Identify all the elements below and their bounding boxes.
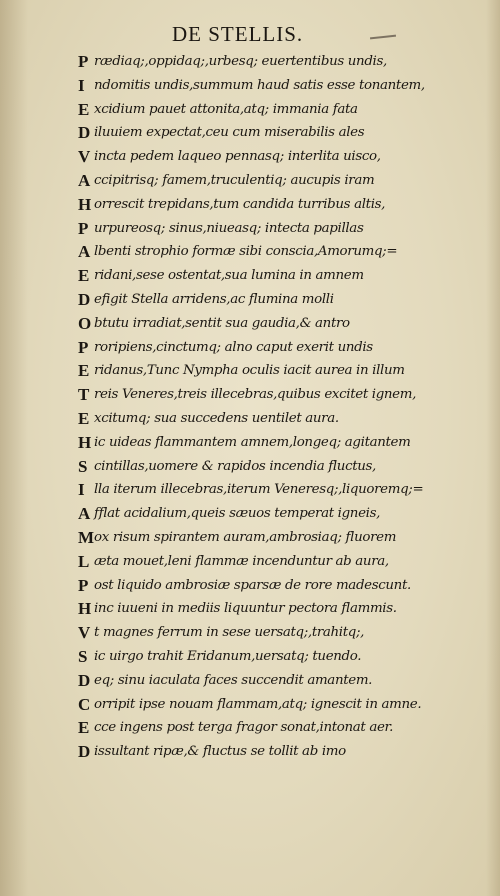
verse-initial: E [78, 718, 90, 738]
verse-text: orripit ipse nouam flammam,atq; ignescit in amne. [94, 696, 422, 712]
verse-line [78, 526, 478, 550]
verse-line [78, 716, 478, 740]
verse-text: ost liquido ambrosiæ sparsæ de rore madescunt. [94, 577, 411, 593]
verse-line [78, 383, 478, 407]
verse-text: lbenti strophio formæ sibi conscia,Amorumq;= [94, 244, 398, 260]
verse-initial: H [78, 194, 92, 214]
verse-text: orrescit trepidans,tum candida turribus altis, [94, 196, 386, 212]
verse-text: t magnes ferrum in sese uersatq;,trahitq;, [94, 625, 365, 641]
verse-line [78, 407, 478, 431]
verse-line [78, 431, 478, 455]
verse-line [78, 478, 478, 502]
verse-text: reis Veneres,treis illecebras,quibus excitet ignem, [94, 387, 417, 403]
verse-line [78, 693, 478, 717]
verse-initial: O [78, 313, 92, 333]
verse-text: xcidium pauet attonita,atq; immania fata [94, 101, 358, 117]
verse-initial: C [78, 694, 91, 714]
verse-initial: V [78, 623, 91, 643]
verse-text: lla iterum illecebras,iterum Veneresq;,liquoremq;= [94, 482, 424, 498]
gutter-shadow [0, 0, 28, 896]
verse-line [78, 50, 478, 74]
verse-line [78, 288, 478, 312]
verse-initial: A [78, 242, 91, 262]
verse-line [78, 240, 478, 264]
verse-line [78, 264, 478, 288]
verse-initial: D [78, 742, 91, 762]
verse-text: incta pedem laqueo pennasq; interlita uisco, [94, 149, 381, 165]
verse-text: ccipitrisq; famem,truculentiq; aucupis iram [94, 172, 375, 188]
verse-text: ic uirgo trahit Eridanum,uersatq; tuendo. [94, 648, 362, 664]
verse-line [78, 193, 478, 217]
verse-text: issultant ripæ,& fluctus se tollit ab imo [94, 744, 346, 760]
verse-initial: D [78, 670, 91, 690]
verse-line [78, 669, 478, 693]
verse-line [78, 550, 478, 574]
verse-text: æta mouet,leni flammæ incenduntur ab aura, [94, 553, 389, 569]
verse-text: roripiens,cinctumq; alno caput exerit undis [94, 339, 373, 355]
verse-text: fflat acidalium,queis sæuos temperat igneis, [94, 506, 381, 522]
verse-initial: H [78, 432, 92, 452]
verse-line [78, 145, 478, 169]
verse-initial: A [78, 504, 91, 524]
verse-text: xcitumq; sua succedens uentilet aura. [94, 410, 339, 426]
verse-line [78, 336, 478, 360]
verse-line [78, 645, 478, 669]
verse-text: inc iuueni in mediis liquuntur pectora flammis. [94, 601, 397, 617]
running-head: DE STELLIS. [172, 22, 304, 46]
verse-initial: I [78, 75, 85, 95]
verse-line [78, 217, 478, 241]
verse-initial: E [78, 361, 90, 381]
verse-initial: I [78, 480, 85, 500]
verse-line [78, 740, 478, 764]
verse-text: ridani,sese ostentat,sua lumina in amnem [94, 268, 364, 284]
verse-text: cintillas,uomere & rapidos incendia fluctus, [94, 458, 376, 474]
page-edge-shadow [486, 0, 500, 896]
verse-initial: M [78, 527, 95, 547]
verse-line [78, 597, 478, 621]
verse-line [78, 121, 478, 145]
verse-initial: P [78, 218, 89, 238]
verse-initial: P [78, 575, 89, 595]
verse-line [78, 621, 478, 645]
verse-text: ndomitis undis,summum haud satis esse tonantem, [94, 77, 425, 93]
verse-text: cce ingens post terga fragor sonat,intonat aer. [94, 720, 394, 736]
verse-initial: E [78, 99, 90, 119]
verse-line [78, 574, 478, 598]
ink-mark [370, 35, 396, 40]
verse-text: efigit Stella arridens,ac flumina molli [94, 291, 334, 307]
verse-text: btutu irradiat,sentit sua gaudia,& antro [94, 315, 350, 331]
verse-block [78, 50, 478, 764]
verse-initial: E [78, 266, 90, 286]
verse-text: eq; sinu iaculata faces succendit amantem. [94, 672, 373, 688]
verse-line [78, 312, 478, 336]
verse-text: urpureosq; sinus,niueasq; intecta papillas [94, 220, 364, 236]
verse-initial: P [78, 52, 89, 71]
verse-line [78, 74, 478, 98]
verse-initial: E [78, 408, 90, 428]
verse-text: ox risum spirantem auram,ambrosiaq; fluorem [94, 529, 397, 545]
verse-initial: A [78, 170, 91, 190]
verse-line [78, 502, 478, 526]
verse-line [78, 98, 478, 122]
verse-line [78, 359, 478, 383]
verse-initial: T [78, 385, 90, 405]
verse-line [78, 169, 478, 193]
verse-text: rædiaq;,oppidaq;,urbesq; euertentibus undis, [94, 54, 387, 69]
verse-text: iluuiem expectat,ceu cum miserabilis ales [94, 125, 365, 141]
verse-text: ridanus,Tunc Nympha oculis iacit aurea in illum [94, 363, 405, 379]
verse-initial: L [78, 551, 90, 571]
verse-initial: P [78, 337, 89, 357]
verse-initial: D [78, 289, 91, 309]
verse-initial: V [78, 147, 91, 167]
verse-text: ic uideas flammantem amnem,longeq; agitantem [94, 434, 411, 450]
verse-initial: S [78, 456, 88, 476]
verse-initial: S [78, 646, 88, 666]
verse-initial: D [78, 123, 91, 143]
verse-line [78, 455, 478, 479]
verse-initial: H [78, 599, 92, 619]
